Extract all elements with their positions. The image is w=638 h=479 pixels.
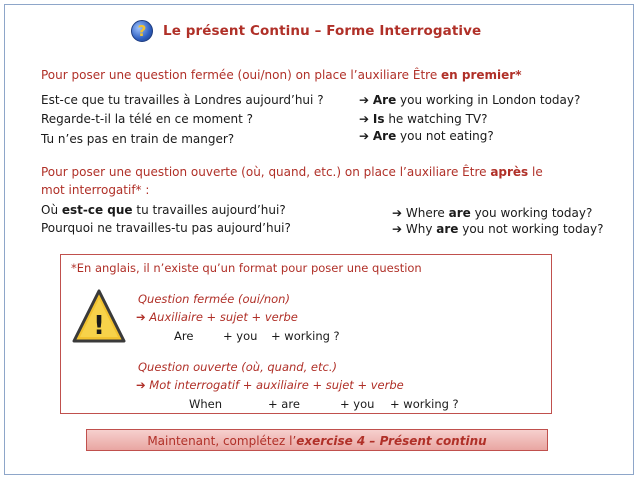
closed-example-fr-2: Regarde-t-il la télé en ce moment ?	[41, 112, 254, 126]
arrow-right-icon: ➔	[136, 310, 146, 324]
warning-exclamation-icon	[72, 288, 126, 344]
closed-example-en-3: ➔ Are you not eating?	[359, 129, 494, 143]
closed-example-fr-3: Tu n’es pas en train de manger?	[41, 132, 235, 146]
open-question-intro-line1: Pour poser une question ouverte (où, quand, etc.) on place l’auxiliare Être après le	[41, 165, 543, 179]
exercise-banner	[86, 429, 548, 451]
open-example-aux: + are	[268, 397, 300, 411]
open-example-subject: + you	[340, 397, 375, 411]
closed-example-aux: Are	[174, 329, 194, 343]
question-mark-icon: ?	[131, 20, 153, 42]
open-example-fr-1: Où est-ce que tu travailles aujourd’hui?	[41, 203, 286, 217]
open-question-formula: ➔ Mot interrogatif + auxiliaire + sujet + verbe	[136, 378, 404, 392]
open-question-intro-line2: mot interrogatif* :	[41, 183, 150, 197]
svg-text:!: !	[93, 311, 105, 341]
open-example-fr-2: Pourquoi ne travailles-tu pas aujourd’hui?	[41, 221, 291, 235]
closed-example-subject: + you	[223, 329, 258, 343]
arrow-right-icon: ➔	[136, 378, 146, 392]
closed-example-verb: + working ?	[271, 329, 340, 343]
arrow-right-icon: ➔	[392, 222, 403, 236]
arrow-right-icon: ➔	[359, 112, 370, 126]
page-title: Le présent Continu – Forme Interrogative	[163, 23, 482, 39]
arrow-right-icon: ➔	[359, 129, 370, 143]
closed-question-title: Question fermée (oui/non)	[138, 292, 290, 306]
open-example-en-1: ➔ Where are you working today?	[392, 206, 593, 220]
open-example-verb: + working ?	[390, 397, 459, 411]
open-example-en-2: ➔ Why are you not working today?	[392, 222, 604, 236]
arrow-right-icon: ➔	[392, 206, 403, 220]
english-note: *En anglais, il n’existe qu’un format pour poser une question	[71, 261, 422, 275]
closed-question-formula: ➔ Auxiliaire + sujet + verbe	[136, 310, 298, 324]
closed-example-fr-1: Est-ce que tu travailles à Londres aujourd’hui ?	[41, 93, 324, 107]
closed-question-intro: Pour poser une question fermée (oui/non) on place l’auxiliare Être en premier*	[41, 68, 522, 82]
closed-example-en-2: ➔ Is he watching TV?	[359, 112, 488, 126]
closed-example-en-1: ➔ Are you working in London today?	[359, 93, 581, 107]
open-example-wh: When	[189, 397, 223, 411]
exercise-instruction: Maintenant, complétez l’exercise 4 – Présent continu	[147, 434, 487, 448]
open-question-title: Question ouverte (où, quand, etc.)	[138, 360, 337, 374]
arrow-right-icon: ➔	[359, 93, 370, 107]
